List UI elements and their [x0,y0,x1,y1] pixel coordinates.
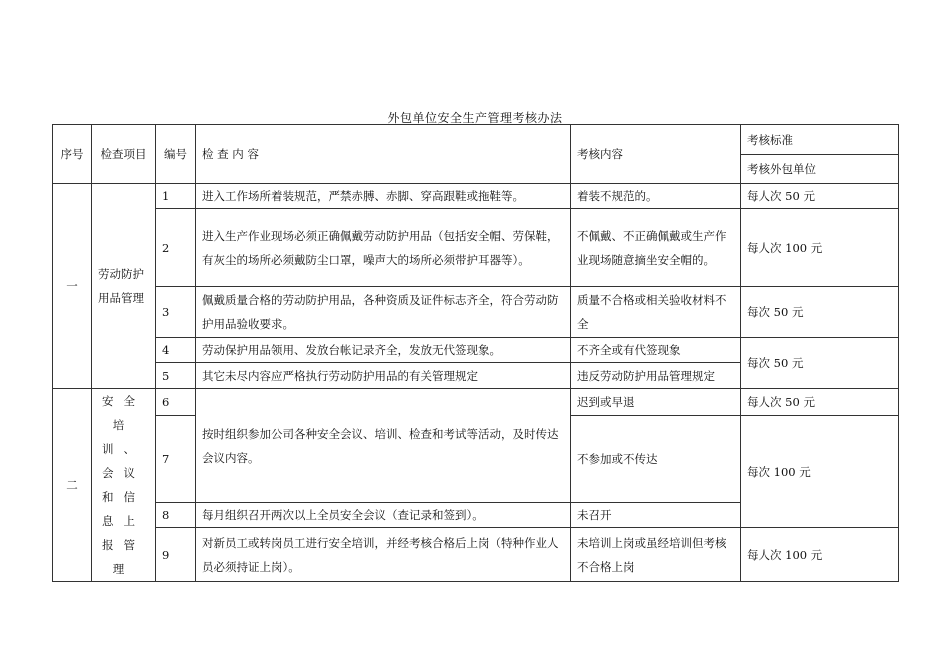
row-assess: 迟到或早退 [571,389,741,416]
row-standard: 每人次 50 元 [741,389,899,416]
assessment-table [52,124,899,582]
row-standard: 每人次 100 元 [741,528,899,582]
row-standard: 每次 100 元 [741,416,899,528]
row-num: 3 [156,287,196,338]
table-row [53,528,899,582]
page-title: 外包单位安全生产管理考核办法 [387,111,563,125]
row-num: 6 [156,389,196,416]
row-num: 2 [156,209,196,287]
header-item: 检查项目 [92,125,156,184]
header-num: 编号 [156,125,196,184]
row-assess: 未培训上岗或虽经培训但考核不合格上岗 [571,528,741,582]
row-num: 9 [156,528,196,582]
row-content: 其它未尽内容应严格执行劳动防护用品的有关管理规定 [196,363,571,389]
table-row [53,389,899,416]
row-content: 按时组织参加公司各种安全会议、培训、检查和考试等活动，及时传达会议内容。 [196,389,571,503]
row-content: 劳动保护用品领用、发放台帐记录齐全，发放无代签现象。 [196,338,571,363]
row-content: 每月组织召开两次以上全员安全会议（查记录和签到）。 [196,503,571,528]
row-num: 4 [156,338,196,363]
table-row [53,287,899,338]
row-assess: 不佩戴、不正确佩戴或生产作业现场随意摘坐安全帽的。 [571,209,741,287]
group-seq: 二 [53,389,92,582]
row-content: 进入工作场所着装规范，严禁赤膊、赤脚、穿高跟鞋或拖鞋等。 [196,184,571,209]
table-row [53,184,899,209]
row-standard: 每人次 50 元 [741,184,899,209]
row-num: 1 [156,184,196,209]
header-unit: 考核外包单位 [741,155,899,184]
header-standard: 考核标准 [741,125,899,155]
group-seq: 一 [53,184,92,389]
row-assess: 着装不规范的。 [571,184,741,209]
header-row [53,125,899,155]
row-assess: 质量不合格或相关验收材料不全 [571,287,741,338]
row-num: 8 [156,503,196,528]
row-standard: 每次 50 元 [741,287,899,338]
row-content: 进入生产作业现场必须正确佩戴劳动防护用品（包括安全帽、劳保鞋，有灰尘的场所必须戴防尘口罩，噪声大的场所必须带护耳器等）。 [196,209,571,287]
row-num: 7 [156,416,196,503]
row-assess: 不参加或不传达 [571,416,741,503]
row-content: 对新员工或转岗员工进行安全培训，并经考核合格后上岗（特种作业人员必须持证上岗）。 [196,528,571,582]
row-content: 佩戴质量合格的劳动防护用品，各种资质及证件标志齐全，符合劳动防护用品验收要求。 [196,287,571,338]
row-assess: 违反劳动防护用品管理规定 [571,363,741,389]
header-content: 检 查 内 容 [196,125,571,184]
table-row [53,209,899,287]
row-standard: 每次 50 元 [741,338,899,389]
table-row [53,338,899,363]
row-num: 5 [156,363,196,389]
group-item: 安全培训、会议和信息上报管理 [92,389,156,582]
row-assess: 不齐全或有代签现象 [571,338,741,363]
row-assess: 未召开 [571,503,741,528]
row-standard: 每人次 100 元 [741,209,899,287]
header-assess: 考核内容 [571,125,741,184]
header-seq: 序号 [53,125,92,184]
group-item: 劳动防护用品管理 [92,184,156,389]
